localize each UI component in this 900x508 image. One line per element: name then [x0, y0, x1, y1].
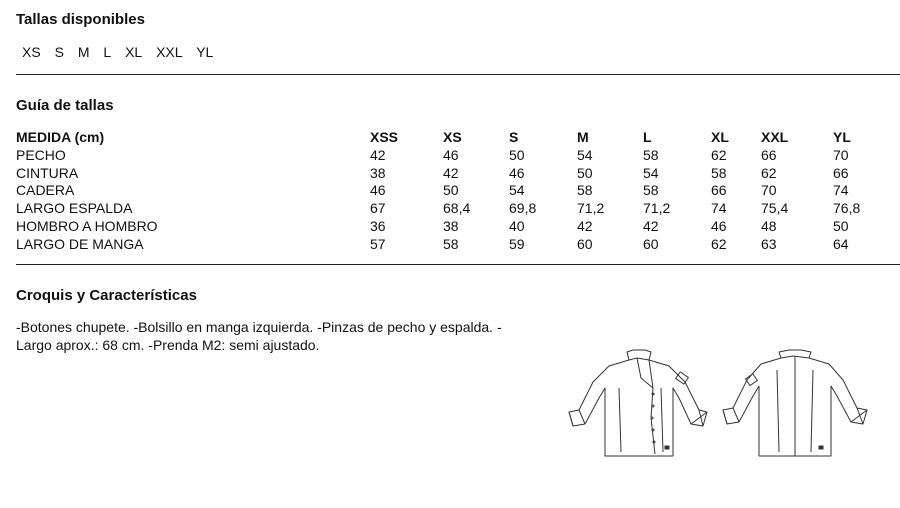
- size-xs: XS: [22, 44, 41, 60]
- size-l: L: [103, 44, 112, 60]
- measure-value: 63: [761, 235, 777, 252]
- measure-value: 46: [370, 182, 386, 199]
- measure-value: 38: [443, 217, 459, 234]
- available-sizes-list: [22, 44, 223, 60]
- table-row: [16, 147, 873, 165]
- measure-value: 69,8: [509, 200, 537, 217]
- header-cell: XL: [711, 129, 729, 145]
- header-cell: S: [509, 129, 519, 145]
- measure-value: 60: [577, 235, 593, 252]
- measure-value: 50: [833, 217, 849, 234]
- size-guide-table: [16, 129, 873, 254]
- size-guide-heading: Guía de tallas: [16, 97, 114, 114]
- measure-value: 71,2: [577, 200, 605, 217]
- size-m: M: [77, 44, 90, 60]
- measure-value: 42: [370, 146, 386, 163]
- measure-label: PECHO: [16, 146, 66, 163]
- jacket-sketch: [565, 348, 875, 466]
- features-description: [16, 318, 536, 354]
- measure-value: 62: [761, 164, 777, 181]
- header-cell: M: [577, 129, 589, 145]
- size-xxl: XXL: [156, 44, 183, 60]
- measure-value: 54: [577, 146, 593, 163]
- measure-value: 58: [643, 182, 659, 199]
- header-cell: XS: [443, 129, 462, 145]
- measure-value: 42: [643, 217, 659, 234]
- measure-value: 58: [711, 164, 727, 181]
- measure-label: LARGO ESPALDA: [16, 200, 133, 217]
- table-row: [16, 182, 873, 200]
- measure-value: 57: [370, 235, 386, 252]
- sketch-heading: Croquis y Características: [16, 287, 197, 304]
- measure-value: 60: [643, 235, 659, 252]
- header-cell: XSS: [370, 129, 399, 145]
- measure-value: 48: [761, 217, 777, 234]
- table-row: [16, 165, 873, 183]
- measure-value: 38: [370, 164, 386, 181]
- size-yl: YL: [196, 44, 214, 60]
- jacket-front-sketch: [569, 350, 707, 456]
- measure-value: 62: [711, 146, 727, 163]
- size-s: S: [54, 44, 64, 60]
- header-cell: MEDIDA (cm): [16, 129, 105, 145]
- size-xl: XL: [125, 44, 143, 60]
- measure-value: 42: [443, 164, 459, 181]
- table-row: [16, 218, 873, 236]
- measure-label: CINTURA: [16, 164, 79, 181]
- measure-value: 66: [761, 146, 777, 163]
- measure-value: 70: [833, 146, 849, 163]
- measure-value: 76,8: [833, 200, 861, 217]
- measure-value: 46: [509, 164, 525, 181]
- header-cell: XXL: [761, 129, 789, 145]
- measure-value: 75,4: [761, 200, 789, 217]
- measure-value: 58: [443, 235, 459, 252]
- measure-value: 67: [370, 200, 386, 217]
- measure-value: 58: [577, 182, 593, 199]
- description-line: -Botones chupete. -Bolsillo en manga izquierda. -Pinzas de pecho y espalda. -: [16, 319, 502, 335]
- measure-value: 74: [711, 200, 727, 217]
- divider: [16, 74, 900, 75]
- available-sizes-heading: Tallas disponibles: [16, 11, 145, 28]
- table-header-row: [16, 129, 873, 147]
- divider: [16, 264, 900, 265]
- header-cell: L: [643, 129, 652, 145]
- measure-label: LARGO DE MANGA: [16, 235, 144, 252]
- table-row: [16, 236, 873, 254]
- measure-value: 50: [509, 146, 525, 163]
- measure-value: 59: [509, 235, 525, 252]
- measure-value: 40: [509, 217, 525, 234]
- measure-value: 50: [443, 182, 459, 199]
- measure-label: HOMBRO A HOMBRO: [16, 217, 158, 234]
- measure-value: 36: [370, 217, 386, 234]
- measure-value: 54: [643, 164, 659, 181]
- measure-value: 74: [833, 182, 849, 199]
- table-row: [16, 200, 873, 218]
- measure-value: 66: [833, 164, 849, 181]
- measure-value: 68,4: [443, 200, 471, 217]
- measure-value: 58: [643, 146, 659, 163]
- measure-value: 62: [711, 235, 727, 252]
- measure-value: 50: [577, 164, 593, 181]
- measure-value: 42: [577, 217, 593, 234]
- measure-value: 46: [711, 217, 727, 234]
- header-cell: YL: [833, 129, 851, 145]
- measure-value: 71,2: [643, 200, 671, 217]
- measure-value: 66: [711, 182, 727, 199]
- measure-value: 70: [761, 182, 777, 199]
- measure-label: CADERA: [16, 182, 75, 199]
- measure-value: 54: [509, 182, 525, 199]
- measure-value: 46: [443, 146, 459, 163]
- jacket-back-sketch: [723, 350, 867, 456]
- description-line: Largo aprox.: 68 cm. -Prenda M2: semi ajustado.: [16, 337, 320, 353]
- measure-value: 64: [833, 235, 849, 252]
